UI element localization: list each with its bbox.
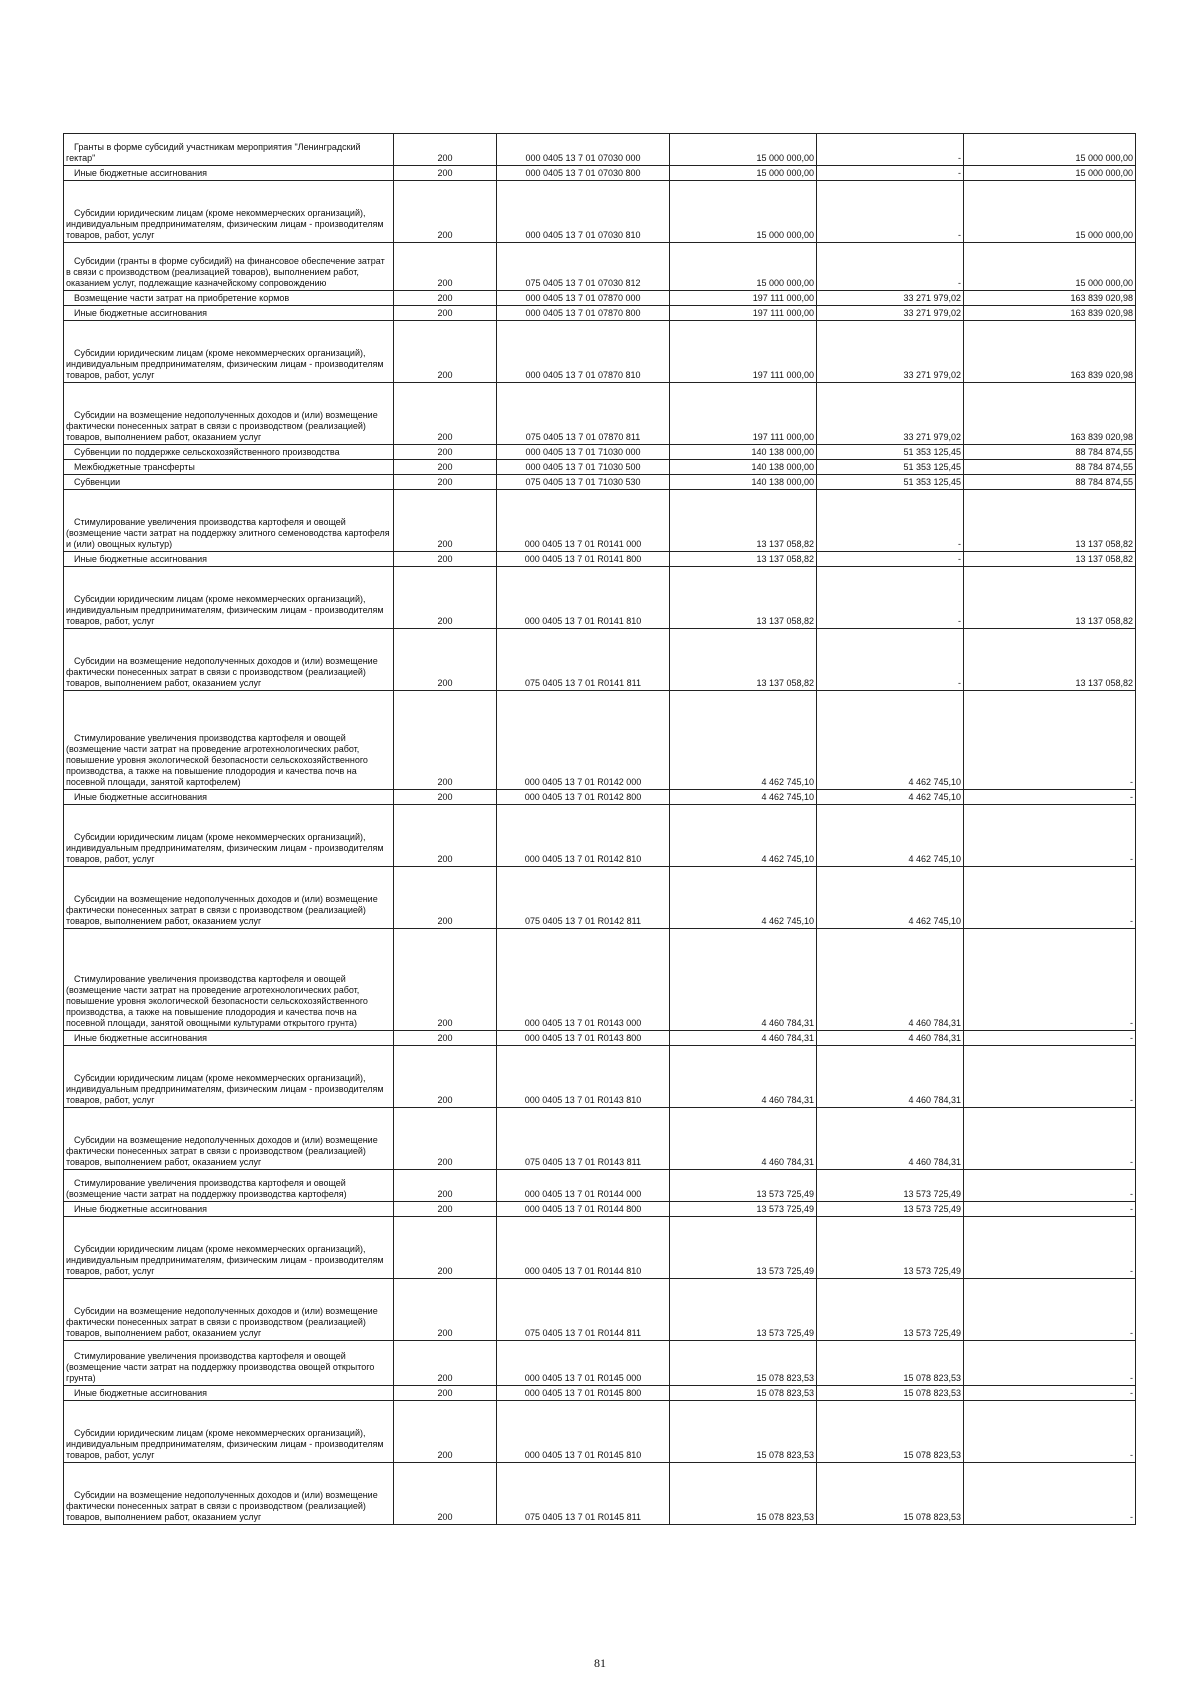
- executed-amount-cell: 13 573 725,49: [817, 1170, 964, 1202]
- table-row: [64, 306, 1136, 321]
- table-row: [64, 1170, 1136, 1202]
- table-row: [64, 567, 1136, 629]
- approved-amount-cell: 4 462 745,10: [670, 790, 817, 805]
- row-name-cell: Иные бюджетные ассигнования: [64, 790, 394, 805]
- line-code-cell: 200: [394, 181, 497, 243]
- line-code-cell: 200: [394, 567, 497, 629]
- executed-amount-cell: 15 078 823,53: [817, 1401, 964, 1463]
- row-name-cell: Субсидии на возмещение недополученных доходов и (или) возмещение фактически понесенных затрат в связи с производством (реализацией) товаров, выполнением работ, оказанием услуг: [64, 1108, 394, 1170]
- executed-amount-cell: 4 462 745,10: [817, 790, 964, 805]
- budget-code-cell: 075 0405 13 7 01 07030 812: [497, 243, 670, 291]
- row-name-cell: Субсидии на возмещение недополученных доходов и (или) возмещение фактически понесенных затрат в связи с производством (реализацией) товаров, выполнением работ, оказанием услуг: [64, 629, 394, 691]
- executed-amount-cell: 13 573 725,49: [817, 1217, 964, 1279]
- table-row: [64, 460, 1136, 475]
- executed-amount-cell: -: [817, 552, 964, 567]
- approved-amount-cell: 15 078 823,53: [670, 1341, 817, 1386]
- approved-amount-cell: 13 137 058,82: [670, 490, 817, 552]
- executed-amount-cell: 4 460 784,31: [817, 1046, 964, 1108]
- line-code-cell: 200: [394, 445, 497, 460]
- unexecuted-amount-cell: 163 839 020,98: [964, 383, 1136, 445]
- line-code-cell: 200: [394, 1170, 497, 1202]
- budget-code-cell: 075 0405 13 7 01 R0143 811: [497, 1108, 670, 1170]
- unexecuted-amount-cell: 88 784 874,55: [964, 445, 1136, 460]
- budget-code-cell: 000 0405 13 7 01 R0143 000: [497, 929, 670, 1031]
- budget-code-cell: 075 0405 13 7 01 07870 811: [497, 383, 670, 445]
- table-row: [64, 1031, 1136, 1046]
- executed-amount-cell: -: [817, 243, 964, 291]
- table-row: [64, 867, 1136, 929]
- executed-amount-cell: 33 271 979,02: [817, 383, 964, 445]
- table-row: [64, 1401, 1136, 1463]
- executed-amount-cell: -: [817, 629, 964, 691]
- approved-amount-cell: 197 111 000,00: [670, 321, 817, 383]
- budget-code-cell: 000 0405 13 7 01 R0143 800: [497, 1031, 670, 1046]
- row-name-cell: Субсидии на возмещение недополученных доходов и (или) возмещение фактически понесенных затрат в связи с производством (реализацией) товаров, выполнением работ, оказанием услуг: [64, 1279, 394, 1341]
- budget-execution-table: [63, 133, 1136, 1525]
- row-name-cell: Стимулирование увеличения производства картофеля и овощей (возмещение части затрат на поддержку производства овощей открытого грунта): [64, 1341, 394, 1386]
- unexecuted-amount-cell: -: [964, 1386, 1136, 1401]
- unexecuted-amount-cell: -: [964, 1463, 1136, 1525]
- row-name-cell: Гранты в форме субсидий участникам мероприятия "Ленинградский гектар": [64, 134, 394, 166]
- line-code-cell: 200: [394, 805, 497, 867]
- line-code-cell: 200: [394, 1108, 497, 1170]
- table-row: [64, 166, 1136, 181]
- approved-amount-cell: 4 460 784,31: [670, 1046, 817, 1108]
- table-row: [64, 383, 1136, 445]
- budget-code-cell: 075 0405 13 7 01 R0144 811: [497, 1279, 670, 1341]
- budget-code-cell: 075 0405 13 7 01 R0141 811: [497, 629, 670, 691]
- line-code-cell: 200: [394, 552, 497, 567]
- budget-code-cell: 000 0405 13 7 01 71030 500: [497, 460, 670, 475]
- executed-amount-cell: -: [817, 134, 964, 166]
- table-row: [64, 1046, 1136, 1108]
- executed-amount-cell: 15 078 823,53: [817, 1341, 964, 1386]
- budget-code-cell: 000 0405 13 7 01 R0144 000: [497, 1170, 670, 1202]
- table-row: [64, 1386, 1136, 1401]
- line-code-cell: 200: [394, 306, 497, 321]
- line-code-cell: 200: [394, 490, 497, 552]
- approved-amount-cell: 13 137 058,82: [670, 552, 817, 567]
- row-name-cell: Межбюджетные трансферты: [64, 460, 394, 475]
- approved-amount-cell: 15 078 823,53: [670, 1386, 817, 1401]
- line-code-cell: 200: [394, 291, 497, 306]
- unexecuted-amount-cell: -: [964, 929, 1136, 1031]
- budget-code-cell: 000 0405 13 7 01 07030 800: [497, 166, 670, 181]
- table-row: [64, 321, 1136, 383]
- row-name-cell: Субсидии юридическим лицам (кроме некоммерческих организаций), индивидуальным предпринимателям, физическим лицам - производителям товаров, работ, услуг: [64, 567, 394, 629]
- approved-amount-cell: 140 138 000,00: [670, 475, 817, 490]
- budget-code-cell: 000 0405 13 7 01 07030 810: [497, 181, 670, 243]
- approved-amount-cell: 197 111 000,00: [670, 383, 817, 445]
- budget-code-cell: 000 0405 13 7 01 71030 000: [497, 445, 670, 460]
- budget-code-cell: 000 0405 13 7 01 07870 810: [497, 321, 670, 383]
- line-code-cell: 200: [394, 929, 497, 1031]
- unexecuted-amount-cell: 163 839 020,98: [964, 291, 1136, 306]
- unexecuted-amount-cell: 13 137 058,82: [964, 552, 1136, 567]
- table-row: [64, 1279, 1136, 1341]
- line-code-cell: 200: [394, 134, 497, 166]
- unexecuted-amount-cell: -: [964, 790, 1136, 805]
- unexecuted-amount-cell: -: [964, 1170, 1136, 1202]
- budget-code-cell: 000 0405 13 7 01 07030 000: [497, 134, 670, 166]
- executed-amount-cell: 51 353 125,45: [817, 475, 964, 490]
- approved-amount-cell: 4 460 784,31: [670, 929, 817, 1031]
- table-row: [64, 790, 1136, 805]
- unexecuted-amount-cell: 15 000 000,00: [964, 166, 1136, 181]
- table-row: [64, 929, 1136, 1031]
- unexecuted-amount-cell: 13 137 058,82: [964, 567, 1136, 629]
- unexecuted-amount-cell: -: [964, 1046, 1136, 1108]
- line-code-cell: 200: [394, 867, 497, 929]
- executed-amount-cell: 13 573 725,49: [817, 1279, 964, 1341]
- unexecuted-amount-cell: -: [964, 1108, 1136, 1170]
- table-row: [64, 291, 1136, 306]
- row-name-cell: Субсидии юридическим лицам (кроме некоммерческих организаций), индивидуальным предпринимателям, физическим лицам - производителям товаров, работ, услуг: [64, 321, 394, 383]
- row-name-cell: Возмещение части затрат на приобретение кормов: [64, 291, 394, 306]
- executed-amount-cell: -: [817, 181, 964, 243]
- table-row: [64, 134, 1136, 166]
- row-name-cell: Субсидии на возмещение недополученных доходов и (или) возмещение фактически понесенных затрат в связи с производством (реализацией) товаров, выполнением работ, оказанием услуг: [64, 383, 394, 445]
- table-row: [64, 691, 1136, 790]
- line-code-cell: 200: [394, 1046, 497, 1108]
- approved-amount-cell: 4 460 784,31: [670, 1031, 817, 1046]
- table-row: [64, 475, 1136, 490]
- unexecuted-amount-cell: 88 784 874,55: [964, 475, 1136, 490]
- row-name-cell: Иные бюджетные ассигнования: [64, 552, 394, 567]
- row-name-cell: Иные бюджетные ассигнования: [64, 166, 394, 181]
- row-name-cell: Субсидии (гранты в форме субсидий) на финансовое обеспечение затрат в связи с производством (реализацией товаров), выполнением работ, оказанием услуг, подлежащие казначейскому сопровождению: [64, 243, 394, 291]
- budget-code-cell: 000 0405 13 7 01 07870 800: [497, 306, 670, 321]
- unexecuted-amount-cell: -: [964, 1031, 1136, 1046]
- row-name-cell: Субвенции по поддержке сельскохозяйственного производства: [64, 445, 394, 460]
- approved-amount-cell: 15 078 823,53: [670, 1401, 817, 1463]
- approved-amount-cell: 13 137 058,82: [670, 629, 817, 691]
- line-code-cell: 200: [394, 1463, 497, 1525]
- unexecuted-amount-cell: -: [964, 691, 1136, 790]
- table-row: [64, 1341, 1136, 1386]
- budget-code-cell: 000 0405 13 7 01 R0141 810: [497, 567, 670, 629]
- approved-amount-cell: 140 138 000,00: [670, 445, 817, 460]
- unexecuted-amount-cell: 13 137 058,82: [964, 629, 1136, 691]
- approved-amount-cell: 15 000 000,00: [670, 181, 817, 243]
- unexecuted-amount-cell: 163 839 020,98: [964, 321, 1136, 383]
- executed-amount-cell: 4 460 784,31: [817, 1108, 964, 1170]
- row-name-cell: Стимулирование увеличения производства картофеля и овощей (возмещение части затрат на проведение агротехнологических работ, повышение уровня экологической безопасности сельскохозяйственного производства, а также на повышение плодородия и качества почв на посевной площади, занятой овощными культурами открытого грунта): [64, 929, 394, 1031]
- approved-amount-cell: 4 462 745,10: [670, 805, 817, 867]
- table-row: [64, 805, 1136, 867]
- line-code-cell: 200: [394, 691, 497, 790]
- unexecuted-amount-cell: -: [964, 1202, 1136, 1217]
- approved-amount-cell: 13 573 725,49: [670, 1202, 817, 1217]
- row-name-cell: Иные бюджетные ассигнования: [64, 306, 394, 321]
- row-name-cell: Субсидии юридическим лицам (кроме некоммерческих организаций), индивидуальным предпринимателям, физическим лицам - производителям товаров, работ, услуг: [64, 805, 394, 867]
- line-code-cell: 200: [394, 1386, 497, 1401]
- approved-amount-cell: 140 138 000,00: [670, 460, 817, 475]
- row-name-cell: Субсидии юридическим лицам (кроме некоммерческих организаций), индивидуальным предпринимателям, физическим лицам - производителям товаров, работ, услуг: [64, 181, 394, 243]
- row-name-cell: Иные бюджетные ассигнования: [64, 1031, 394, 1046]
- row-name-cell: Субсидии юридическим лицам (кроме некоммерческих организаций), индивидуальным предпринимателям, физическим лицам - производителям товаров, работ, услуг: [64, 1217, 394, 1279]
- row-name-cell: Субвенции: [64, 475, 394, 490]
- unexecuted-amount-cell: 13 137 058,82: [964, 490, 1136, 552]
- line-code-cell: 200: [394, 1279, 497, 1341]
- row-name-cell: Субсидии на возмещение недополученных доходов и (или) возмещение фактически понесенных затрат в связи с производством (реализацией) товаров, выполнением работ, оказанием услуг: [64, 1463, 394, 1525]
- approved-amount-cell: 15 078 823,53: [670, 1463, 817, 1525]
- table-row: [64, 243, 1136, 291]
- page-number: 81: [594, 1656, 606, 1670]
- approved-amount-cell: 13 573 725,49: [670, 1279, 817, 1341]
- table-row: [64, 1217, 1136, 1279]
- row-name-cell: Стимулирование увеличения производства картофеля и овощей (возмещение части затрат на поддержку производства картофеля): [64, 1170, 394, 1202]
- approved-amount-cell: 4 462 745,10: [670, 691, 817, 790]
- approved-amount-cell: 13 573 725,49: [670, 1170, 817, 1202]
- line-code-cell: 200: [394, 166, 497, 181]
- budget-code-cell: 075 0405 13 7 01 R0142 811: [497, 867, 670, 929]
- budget-code-cell: 000 0405 13 7 01 R0144 810: [497, 1217, 670, 1279]
- budget-code-cell: 000 0405 13 7 01 R0145 000: [497, 1341, 670, 1386]
- budget-code-cell: 075 0405 13 7 01 71030 530: [497, 475, 670, 490]
- unexecuted-amount-cell: -: [964, 1217, 1136, 1279]
- approved-amount-cell: 4 460 784,31: [670, 1108, 817, 1170]
- budget-code-cell: 000 0405 13 7 01 R0142 800: [497, 790, 670, 805]
- table-row: [64, 552, 1136, 567]
- table-row: [64, 629, 1136, 691]
- executed-amount-cell: 15 078 823,53: [817, 1463, 964, 1525]
- table-row: [64, 1463, 1136, 1525]
- executed-amount-cell: -: [817, 490, 964, 552]
- line-code-cell: 200: [394, 1202, 497, 1217]
- executed-amount-cell: 13 573 725,49: [817, 1202, 964, 1217]
- unexecuted-amount-cell: -: [964, 805, 1136, 867]
- budget-code-cell: 075 0405 13 7 01 R0145 811: [497, 1463, 670, 1525]
- executed-amount-cell: 33 271 979,02: [817, 321, 964, 383]
- line-code-cell: 200: [394, 383, 497, 445]
- budget-code-cell: 000 0405 13 7 01 R0141 000: [497, 490, 670, 552]
- unexecuted-amount-cell: 88 784 874,55: [964, 460, 1136, 475]
- line-code-cell: 200: [394, 460, 497, 475]
- row-name-cell: Иные бюджетные ассигнования: [64, 1202, 394, 1217]
- executed-amount-cell: -: [817, 166, 964, 181]
- line-code-cell: 200: [394, 1401, 497, 1463]
- budget-code-cell: 000 0405 13 7 01 R0143 810: [497, 1046, 670, 1108]
- approved-amount-cell: 13 137 058,82: [670, 567, 817, 629]
- budget-code-cell: 000 0405 13 7 01 R0145 810: [497, 1401, 670, 1463]
- executed-amount-cell: 4 462 745,10: [817, 867, 964, 929]
- executed-amount-cell: 4 460 784,31: [817, 929, 964, 1031]
- table-row: [64, 1108, 1136, 1170]
- approved-amount-cell: 13 573 725,49: [670, 1217, 817, 1279]
- executed-amount-cell: 4 460 784,31: [817, 1031, 964, 1046]
- table-row: [64, 445, 1136, 460]
- line-code-cell: 200: [394, 629, 497, 691]
- executed-amount-cell: 51 353 125,45: [817, 460, 964, 475]
- executed-amount-cell: 51 353 125,45: [817, 445, 964, 460]
- budget-code-cell: 000 0405 13 7 01 R0142 000: [497, 691, 670, 790]
- executed-amount-cell: 33 271 979,02: [817, 306, 964, 321]
- line-code-cell: 200: [394, 790, 497, 805]
- unexecuted-amount-cell: 15 000 000,00: [964, 181, 1136, 243]
- approved-amount-cell: 15 000 000,00: [670, 134, 817, 166]
- budget-code-cell: 000 0405 13 7 01 R0142 810: [497, 805, 670, 867]
- executed-amount-cell: 4 462 745,10: [817, 691, 964, 790]
- row-name-cell: Стимулирование увеличения производства картофеля и овощей (возмещение части затрат на проведение агротехнологических работ, повышение уровня экологической безопасности сельскохозяйственного производства, а также на повышение плодородия и качества почв на посевной площади, занятой картофелем): [64, 691, 394, 790]
- executed-amount-cell: 15 078 823,53: [817, 1386, 964, 1401]
- line-code-cell: 200: [394, 1217, 497, 1279]
- table-row: [64, 181, 1136, 243]
- unexecuted-amount-cell: -: [964, 1279, 1136, 1341]
- executed-amount-cell: 4 462 745,10: [817, 805, 964, 867]
- budget-code-cell: 000 0405 13 7 01 R0145 800: [497, 1386, 670, 1401]
- executed-amount-cell: 33 271 979,02: [817, 291, 964, 306]
- line-code-cell: 200: [394, 1341, 497, 1386]
- row-name-cell: Стимулирование увеличения производства картофеля и овощей (возмещение части затрат на поддержку элитного семеноводства картофеля и (или) овощных культур): [64, 490, 394, 552]
- unexecuted-amount-cell: -: [964, 1341, 1136, 1386]
- table-row: [64, 1202, 1136, 1217]
- unexecuted-amount-cell: 163 839 020,98: [964, 306, 1136, 321]
- line-code-cell: 200: [394, 243, 497, 291]
- line-code-cell: 200: [394, 475, 497, 490]
- approved-amount-cell: 197 111 000,00: [670, 306, 817, 321]
- approved-amount-cell: 197 111 000,00: [670, 291, 817, 306]
- line-code-cell: 200: [394, 321, 497, 383]
- executed-amount-cell: -: [817, 567, 964, 629]
- unexecuted-amount-cell: -: [964, 867, 1136, 929]
- table-row: [64, 490, 1136, 552]
- table-body: [64, 134, 1136, 1525]
- row-name-cell: Иные бюджетные ассигнования: [64, 1386, 394, 1401]
- budget-code-cell: 000 0405 13 7 01 R0141 800: [497, 552, 670, 567]
- row-name-cell: Субсидии на возмещение недополученных доходов и (или) возмещение фактически понесенных затрат в связи с производством (реализацией) товаров, выполнением работ, оказанием услуг: [64, 867, 394, 929]
- unexecuted-amount-cell: -: [964, 1401, 1136, 1463]
- approved-amount-cell: 4 462 745,10: [670, 867, 817, 929]
- unexecuted-amount-cell: 15 000 000,00: [964, 243, 1136, 291]
- budget-code-cell: 000 0405 13 7 01 R0144 800: [497, 1202, 670, 1217]
- row-name-cell: Субсидии юридическим лицам (кроме некоммерческих организаций), индивидуальным предпринимателям, физическим лицам - производителям товаров, работ, услуг: [64, 1401, 394, 1463]
- approved-amount-cell: 15 000 000,00: [670, 166, 817, 181]
- approved-amount-cell: 15 000 000,00: [670, 243, 817, 291]
- budget-code-cell: 000 0405 13 7 01 07870 000: [497, 291, 670, 306]
- row-name-cell: Субсидии юридическим лицам (кроме некоммерческих организаций), индивидуальным предпринимателям, физическим лицам - производителям товаров, работ, услуг: [64, 1046, 394, 1108]
- unexecuted-amount-cell: 15 000 000,00: [964, 134, 1136, 166]
- line-code-cell: 200: [394, 1031, 497, 1046]
